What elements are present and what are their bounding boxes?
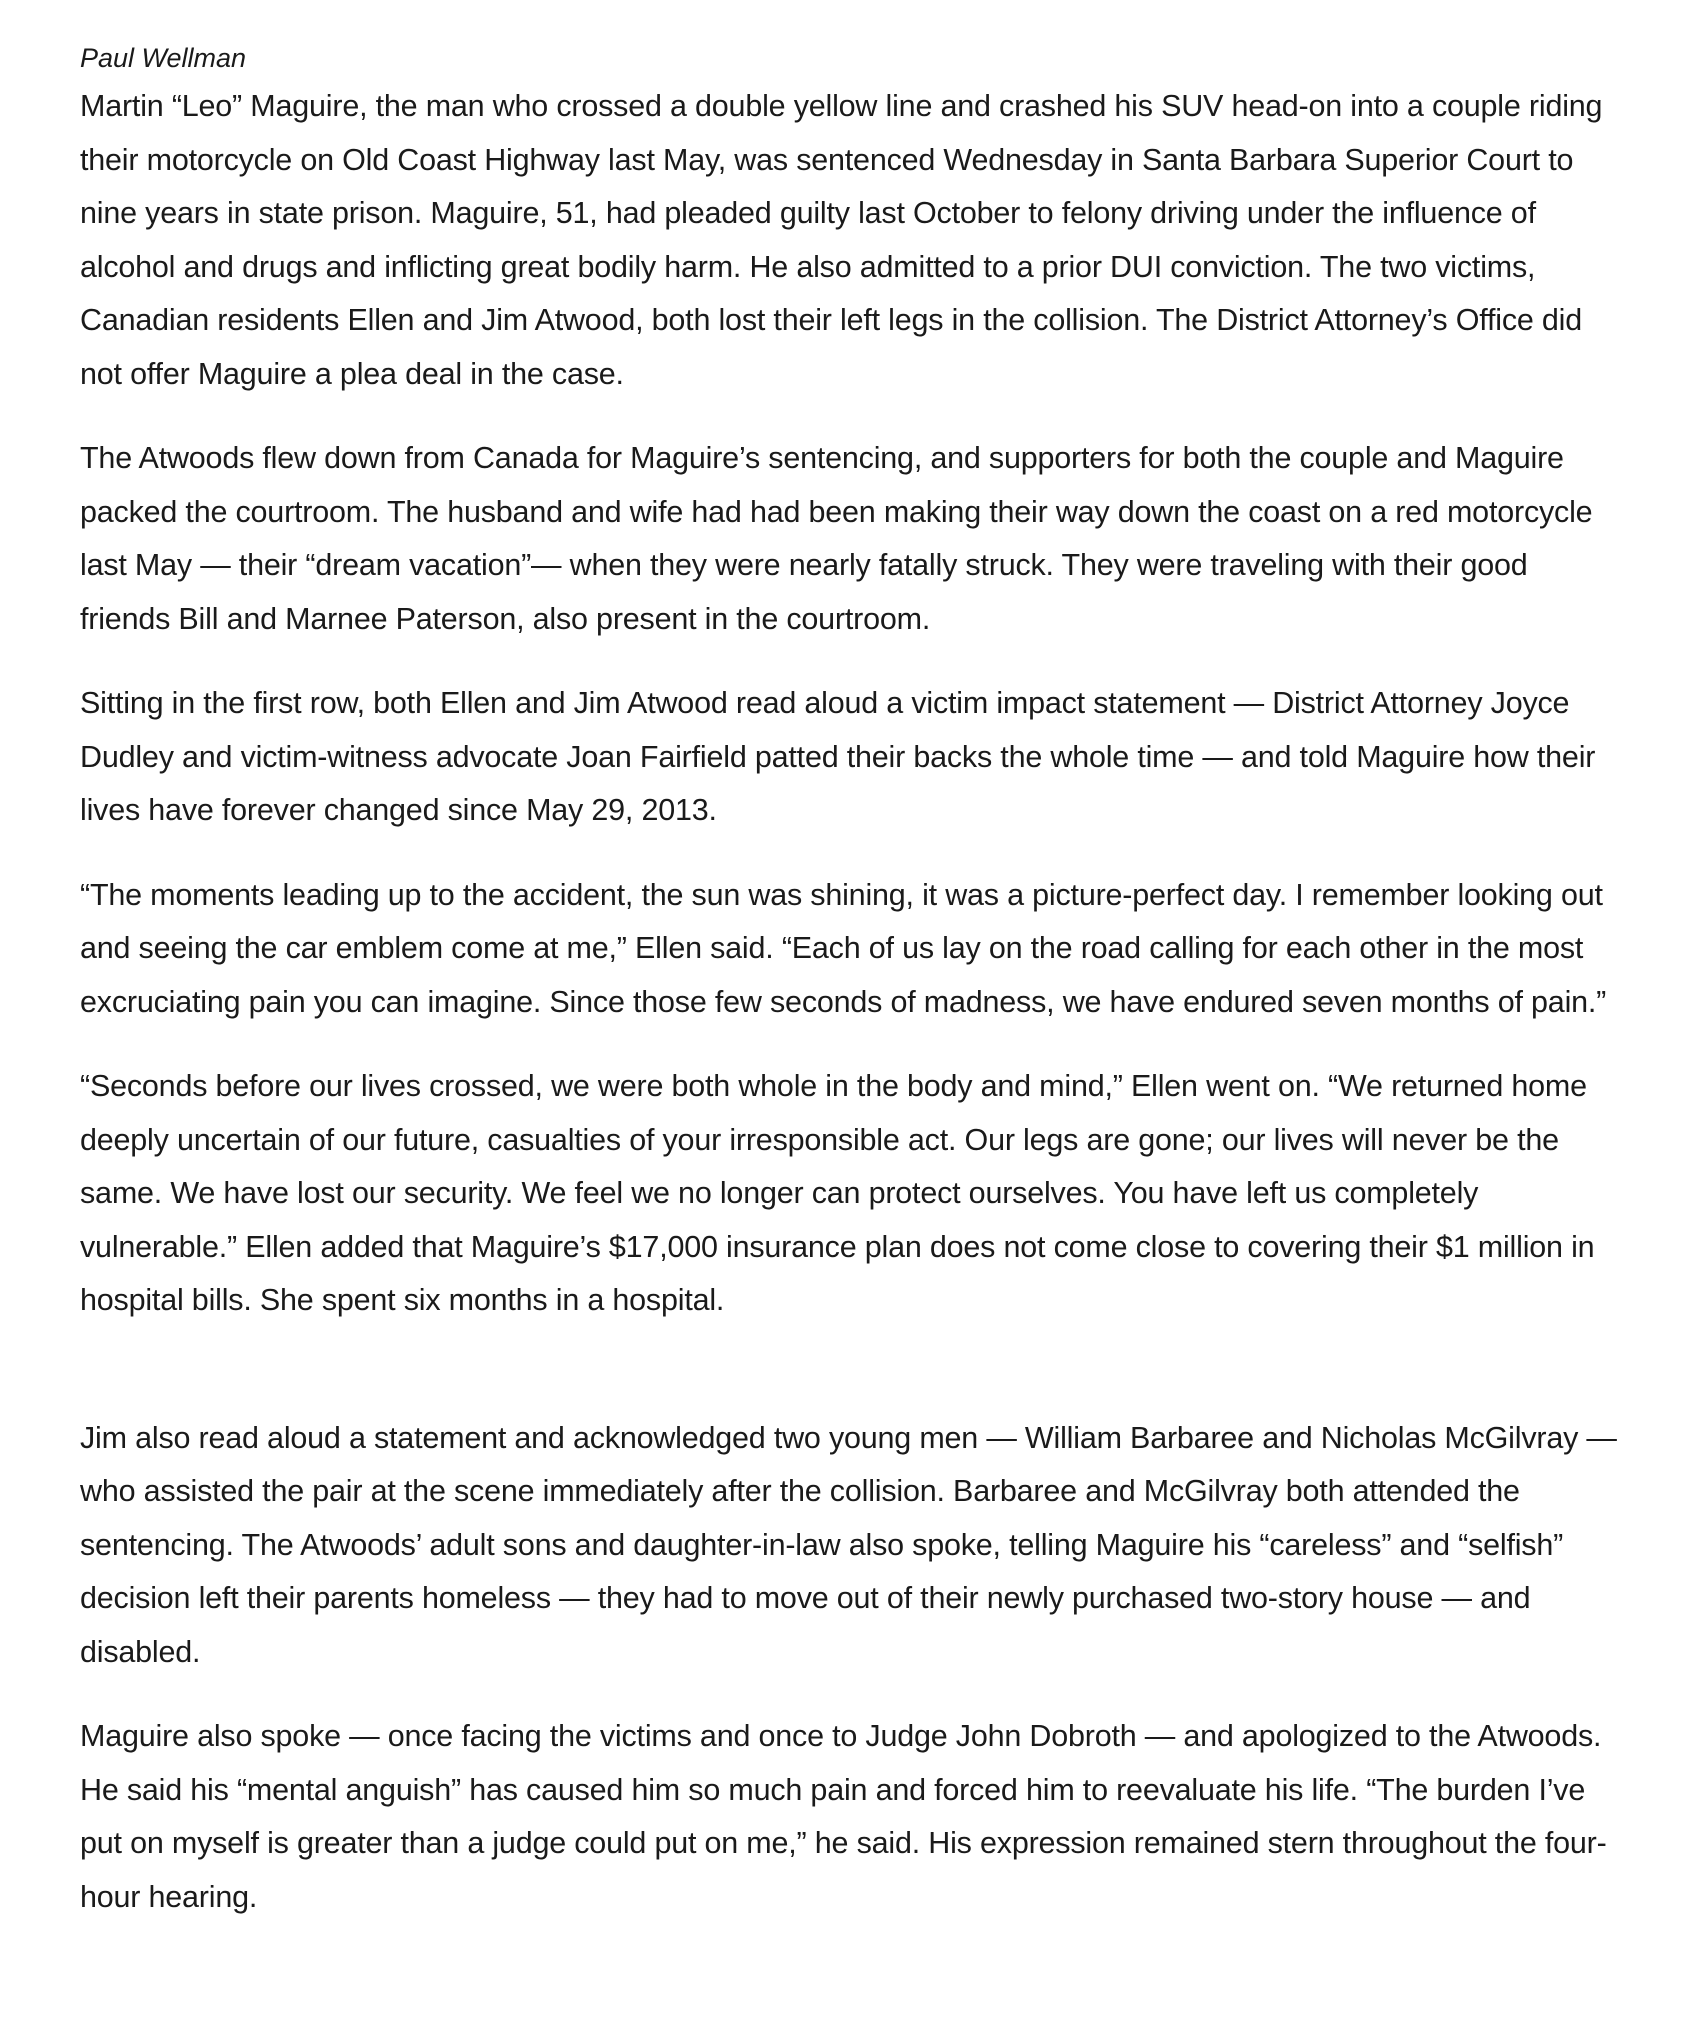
paragraph-4: “The moments leading up to the accident, the sun was shining, it was a picture-perfect day. I remember looking out and seeing the car emblem come at me,” Ellen said. “Each of us lay on the road calling for each other in the most excruciating pain you can imagine. Since those few seconds of madness, we have endured seven months of pain.”: [80, 877, 1607, 1019]
paragraph-7: Maguire also spoke — once facing the victims and once to Judge John Dobroth — and apologized to the Atwoods. He said his “mental anguish” has caused him so much pain and forced him to reevaluate his life. “The burden I’ve put on myself is greater than a judge could put on me,” he said. His expression remained stern throughout the four-hour hearing.: [80, 1719, 1607, 1914]
paragraph-5: “Seconds before our lives crossed, we were both whole in the body and mind,” Ellen went on. “We returned home deeply uncertain of our future, casualties of your irresponsible act. Our legs are gone; our lives will never be the same. We have lost our security. We feel we no longer can protect ourselves. You have left us completely vulnerable.” Ellen added that Maguire’s $17,000 insurance plan does not come close to covering their $1 million in hospital bills. She spent six months in a hospital.: [80, 1069, 1595, 1317]
paragraph-1: Martin “Leo” Maguire, the man who crossed a double yellow line and crashed his SUV head-on into a couple riding their motorcycle on Old Coast Highway last May, was sentenced Wednesday in Santa Barbara Superior Court to nine years in state prison. Maguire, 51, had pleaded guilty last October to felony driving under the influence of alcohol and drugs and inflicting great bodily harm. He also admitted to a prior DUI conviction. The two victims, Canadian residents Ellen and Jim Atwood, both lost their left legs in the collision. The District Attorney’s Office did not offer Maguire a plea deal in the case.: [80, 89, 1603, 391]
photo-credit: Paul Wellman: [80, 43, 247, 73]
paragraph-6: Jim also read aloud a statement and acknowledged two young men — William Barbaree and Nicholas McGilvray — who assisted the pair at the scene immediately after the collision. Barbaree and McGilvray both attended the sentencing. The Atwoods’ adult sons and daughter-in-law also spoke, telling Maguire his “careless” and “selfish” decision left their parents homeless — they had to move out of their newly purchased two-story house — and disabled.: [80, 1420, 1617, 1669]
article: [80, 40, 1625, 1955]
paragraph-2: The Atwoods flew down from Canada for Maguire’s sentencing, and supporters for both the couple and Maguire packed the courtroom. The husband and wife had had been making their way down the coast on a red motorcycle last May — their “dream vacation”— when they were nearly fatally struck. They were traveling with their good friends Bill and Marnee Paterson, also present in the courtroom.: [80, 441, 1593, 636]
paragraph-3: Sitting in the first row, both Ellen and Jim Atwood read aloud a victim impact statement — District Attorney Joyce Dudley and victim-witness advocate Joan Fairfield patted their backs the whole time — and told Maguire how their lives have forever changed since May 29, 2013.: [80, 686, 1596, 827]
